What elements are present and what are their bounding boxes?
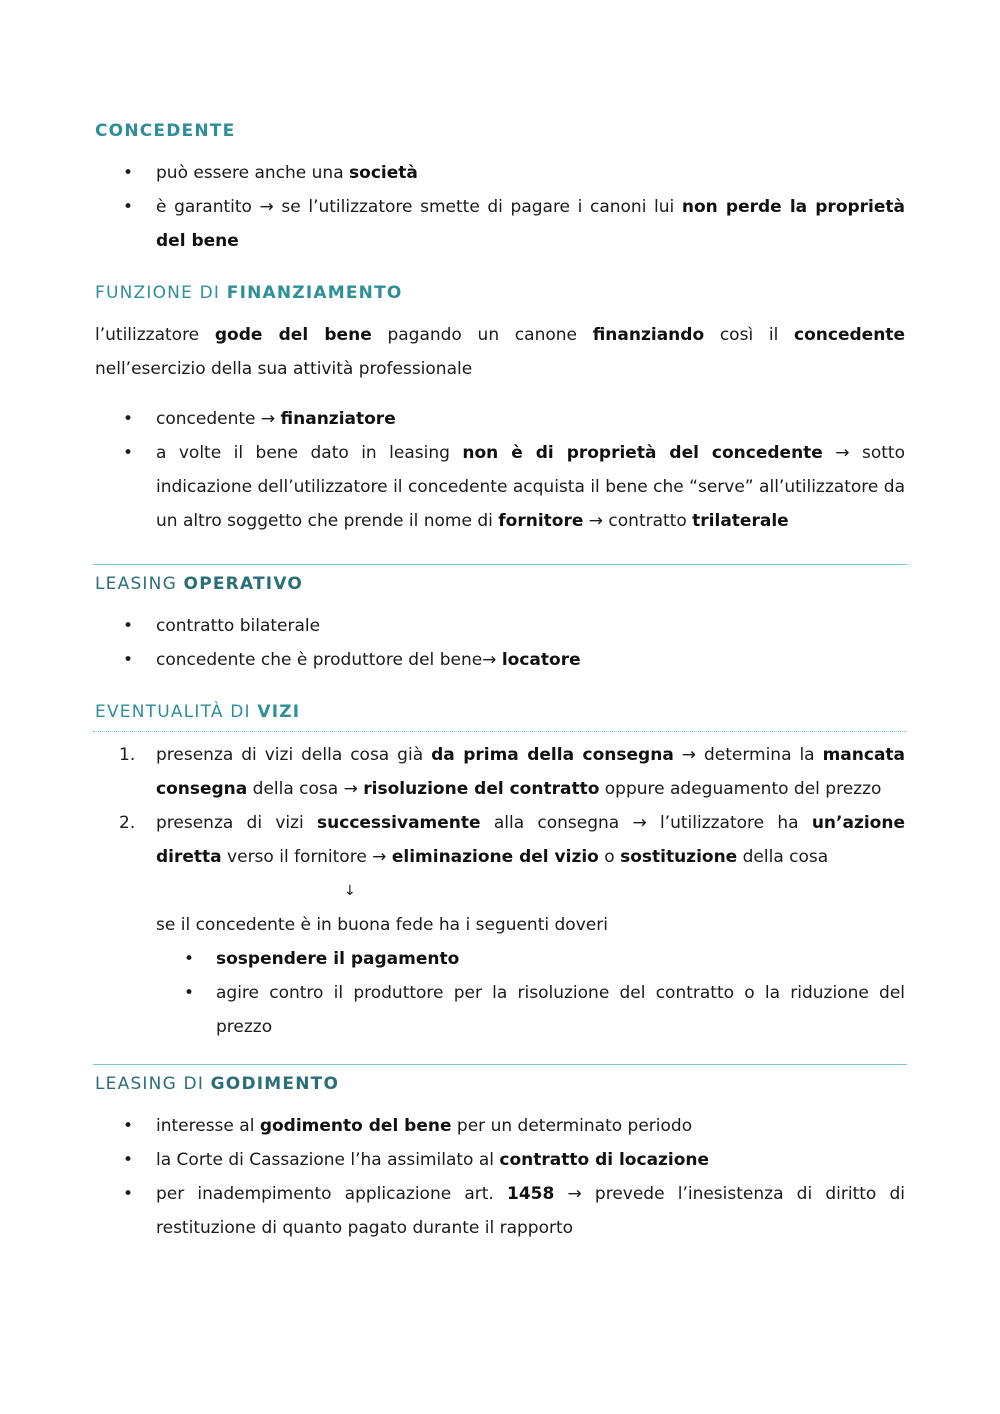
godimento-list — [95, 1109, 905, 1245]
list-item: • interesse al godimento del bene per un determinato periodo — [95, 1109, 905, 1143]
bullet-icon: • — [123, 1184, 134, 1204]
operativo-list — [95, 609, 905, 677]
bullet-icon: • — [123, 1116, 134, 1136]
heading-concedente: CONCEDENTE — [95, 121, 236, 141]
vizi-sub-list — [95, 942, 905, 1044]
vizi-note: se il concedente è in buona fede ha i seguenti doveri — [156, 915, 608, 935]
list-item: • per inadempimento applicazione art. 1458 → prevede l’inesistenza di diritto di restituzione di quanto pagato durante il rapporto — [95, 1177, 905, 1245]
list-item: • concedente → finanziatore — [95, 402, 905, 436]
heading-operativo: LEASING OPERATIVO — [95, 574, 304, 594]
list-item: • concedente che è produttore del bene→ locatore — [95, 643, 905, 677]
bullet-icon: • — [123, 443, 134, 463]
funzione-list — [95, 402, 905, 538]
list-item: • contratto bilaterale — [95, 609, 905, 643]
bullet-icon: • — [184, 949, 195, 969]
paragraph-funzione: l’utilizzatore gode del bene pagando un canone finanziando così il concedente nell’esercizio della sua attività professionale — [95, 325, 905, 379]
bullet-icon: • — [123, 1150, 134, 1170]
bullet-icon: • — [184, 983, 195, 1003]
concedente-list — [95, 156, 905, 258]
heading-vizi: EVENTUALITÀ DI VIZI — [95, 702, 301, 722]
list-item: • la Corte di Cassazione l’ha assimilato al contratto di locazione — [95, 1143, 905, 1177]
bullet-icon: • — [123, 650, 134, 670]
list-item: • può essere anche una società — [95, 156, 905, 190]
list-item: • a volte il bene dato in leasing non è di proprietà del concedente → sotto indicazione dell’utilizzatore il concedente acquista il bene che “serve” all’utilizzatore da un altro soggetto che prende il nome di fornitore → contratto trilaterale — [95, 436, 905, 538]
bullet-icon: • — [123, 616, 134, 636]
heading-godimento: LEASING DI GODIMENTO — [95, 1074, 340, 1094]
document-page — [95, 112, 905, 1245]
list-item: • agire contro il produttore per la risoluzione del contratto o la riduzione del prezzo — [156, 976, 905, 1044]
heading-funzione: FUNZIONE DI FINANZIAMENTO — [95, 283, 403, 303]
bullet-icon: • — [123, 163, 134, 183]
list-item: • è garantito → se l’utilizzatore smette di pagare i canoni lui non perde la proprietà del bene — [95, 190, 905, 258]
arrow-down-icon: ↓ — [344, 883, 356, 899]
list-item: 2. presenza di vizi successivamente alla consegna → l’utilizzatore ha un’azione diretta verso il fornitore → eliminazione del vizio o sostituzione della cosa — [119, 813, 905, 867]
list-item: • sospendere il pagamento — [156, 942, 905, 976]
bullet-icon: • — [123, 197, 134, 217]
list-item: 1. presenza di vizi della cosa già da prima della consegna → determina la mancata consegna della cosa → risoluzione del contratto oppure adeguamento del prezzo — [119, 745, 906, 799]
vizi-list — [95, 738, 905, 874]
bullet-icon: • — [123, 409, 134, 429]
